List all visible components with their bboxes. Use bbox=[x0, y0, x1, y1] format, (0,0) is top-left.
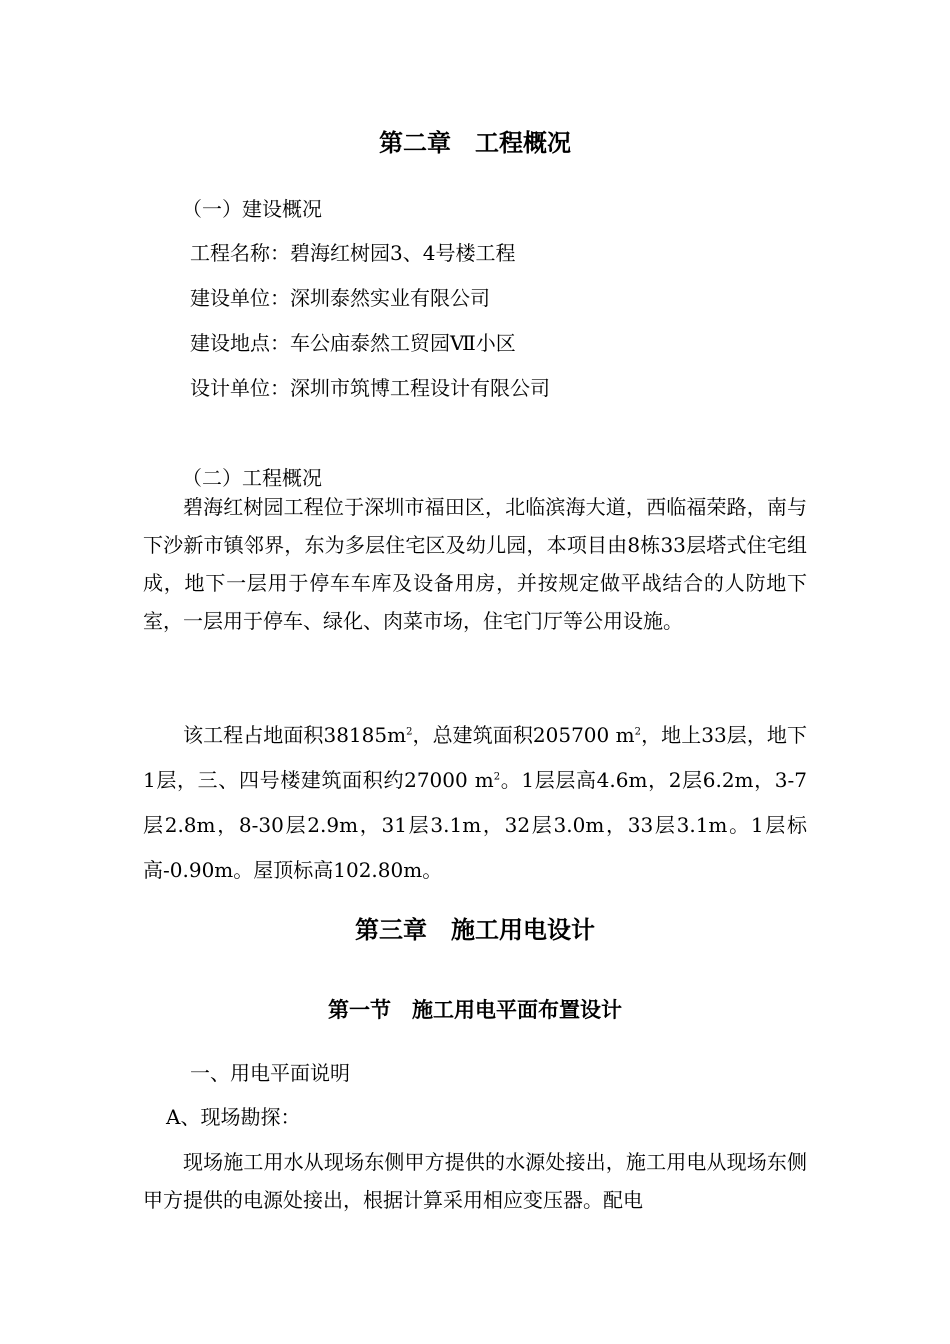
item-a-site-survey: A、现场勘探： bbox=[166, 1105, 301, 1129]
chapter-2-title: 第二章 工程概况 bbox=[379, 129, 571, 157]
section-project-overview-heading: （二）工程概况 bbox=[182, 466, 322, 490]
area-paragraph bbox=[143, 713, 807, 893]
location-line: 建设地点：车公庙泰然工贸园Ⅶ小区 bbox=[190, 331, 516, 355]
builder-line: 建设单位：深圳泰然实业有限公司 bbox=[190, 286, 490, 310]
section-construction-overview-heading: （一）建设概况 bbox=[182, 197, 322, 221]
overview-paragraph: 碧海红树园工程位于深圳市福田区，北临滨海大道，西临福荣路，南与下沙新市镇邻界，东为多层住宅区及幼儿园，本项目由8栋33层塔式住宅组成，地下一层用于停车车库及设备用房，并按规定做平战结合的人防地下室，一层用于停车、绿化、肉菜市场，住宅门厅等公用设施。 bbox=[143, 495, 807, 633]
area-text-1: 该工程占地面积38185m bbox=[183, 723, 407, 747]
area-text-4: 。1层层高4.6m，2层6.2m，3-7层2.8m，8-30层2.9m，31层3.1m，32层3.0m，33层3.1m。1层标高-0.90m。屋顶标高102.80m。 bbox=[143, 768, 808, 882]
area-sup-1: 2 bbox=[406, 726, 413, 738]
designer-line: 设计单位：深圳市筑博工程设计有限公司 bbox=[190, 376, 550, 400]
area-sup-2: 2 bbox=[634, 726, 642, 738]
area-text-2: ，总建筑面积205700 m bbox=[412, 723, 635, 747]
section-1-title: 第一节 施工用电平面布置设计 bbox=[328, 998, 622, 1022]
chapter-3-title: 第三章 施工用电设计 bbox=[355, 916, 595, 944]
project-name-line: 工程名称：碧海红树园3、4号楼工程 bbox=[190, 241, 516, 265]
survey-paragraph: 现场施工用水从现场东侧甲方提供的水源处接出，施工用电从现场东侧甲方提供的电源处接出，根据计算采用相应变压器。配电 bbox=[143, 1150, 807, 1212]
sub-heading-power-layout: 一、用电平面说明 bbox=[190, 1061, 350, 1085]
area-text-3: ，地上33层，地下1层，三、四号楼建筑面积约27000 m bbox=[143, 723, 807, 792]
area-sup-3: 2 bbox=[493, 771, 501, 783]
